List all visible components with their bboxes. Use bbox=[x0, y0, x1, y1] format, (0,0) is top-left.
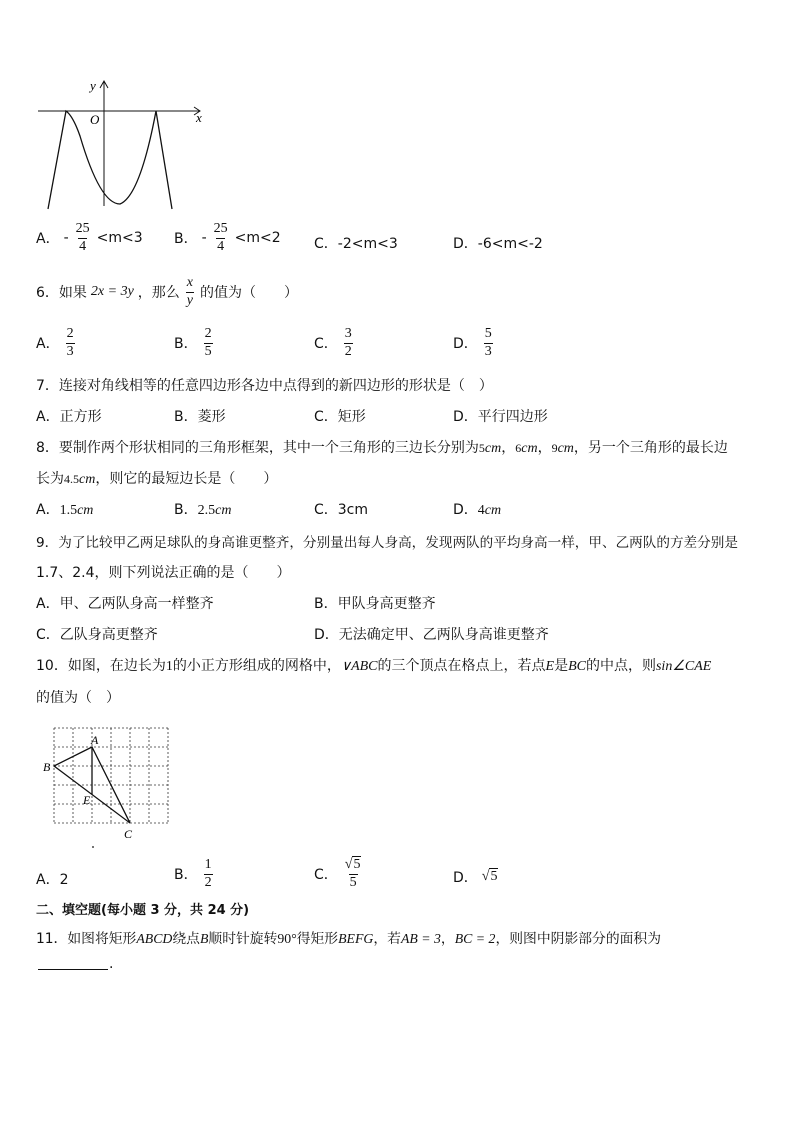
x-axis-label: x bbox=[196, 110, 202, 125]
q6-option-a[interactable] bbox=[36, 327, 77, 359]
q6-option-d[interactable] bbox=[453, 327, 495, 359]
q7-stem: 7．连接对角线相等的任意四边形各边中点得到的新四边形的形状是（ ） bbox=[36, 378, 493, 394]
label-e: E bbox=[83, 793, 91, 807]
q8-option-b-value: 2.5 bbox=[197, 503, 216, 518]
q8-option-a-label: A． bbox=[36, 502, 60, 518]
q8-side2-unit: cm bbox=[521, 441, 538, 456]
q9-option-c[interactable]: C．乙队身高更整齐 bbox=[36, 627, 158, 643]
q8-option-b-unit: cm bbox=[215, 503, 232, 518]
q10-option-d[interactable] bbox=[453, 867, 498, 887]
q11-p1: 11．如图将矩形 bbox=[36, 931, 137, 947]
q7-option-a[interactable]: A．正方形 bbox=[36, 409, 102, 425]
q8-option-b-label: B． bbox=[174, 502, 198, 518]
q10-p1: 10．如图，在边长为 bbox=[36, 658, 166, 674]
q10-option-b-fraction bbox=[204, 858, 213, 890]
q10-option-c-label: C． bbox=[314, 867, 338, 884]
label-c: C bbox=[124, 827, 133, 841]
q10-option-b-label: B． bbox=[174, 867, 198, 884]
q6-a-num: 2 bbox=[66, 326, 74, 341]
q9-option-b[interactable]: B．甲队身高更整齐 bbox=[314, 596, 436, 612]
section2-title: 二、填空题(每小题 3 分，共 24 分) bbox=[36, 903, 250, 918]
q7-option-b[interactable]: B．菱形 bbox=[174, 409, 226, 425]
q5-option-b-label: B． bbox=[174, 231, 198, 248]
q5-option-c[interactable]: C．-2<m<3 bbox=[314, 236, 398, 252]
q6-b-num: 2 bbox=[204, 326, 212, 341]
q8-side3-value: 9 bbox=[551, 441, 558, 455]
q6-equation: 2x = 3y bbox=[90, 284, 134, 300]
q6-option-d-label: D． bbox=[453, 336, 478, 353]
q11-point-b: B bbox=[199, 931, 209, 946]
q10-c-den: 5 bbox=[349, 874, 357, 890]
q5-parabola-graph bbox=[30, 76, 210, 216]
label-a: A bbox=[91, 733, 99, 747]
q6-frac-num: x bbox=[186, 275, 194, 290]
q8-longest-value: 4.5 bbox=[64, 472, 79, 486]
q5-option-b[interactable] bbox=[174, 222, 281, 254]
q10-expression: sin∠CAE bbox=[655, 659, 712, 674]
q5-option-a-fraction bbox=[75, 222, 91, 254]
q6-fraction bbox=[186, 276, 194, 308]
q10-option-d-sqrt: √5 bbox=[481, 869, 498, 884]
q6-stem bbox=[36, 276, 298, 308]
q8-side1-unit: cm bbox=[484, 441, 502, 456]
q11-p2: 绕点 bbox=[172, 931, 200, 947]
q10-triangle: ∨ABC bbox=[340, 659, 378, 674]
label-b: B bbox=[43, 760, 51, 774]
q10-option-c[interactable] bbox=[314, 858, 364, 890]
q9-option-a[interactable]: A．甲、乙两队身高一样整齐 bbox=[36, 596, 214, 612]
q10-option-c-fraction bbox=[344, 858, 363, 890]
q6-d-num: 5 bbox=[484, 326, 492, 341]
q6-a-den: 3 bbox=[66, 343, 74, 359]
q8-line2-start: 长为 bbox=[36, 471, 64, 487]
q10-stem-line2: 的值为（ ） bbox=[36, 690, 120, 706]
q10-b-num: 1 bbox=[204, 857, 212, 872]
q6-middle: ，那么 bbox=[137, 285, 180, 302]
q5-option-d[interactable]: D．-6<m<-2 bbox=[453, 236, 543, 252]
q10-p4: 是 bbox=[554, 658, 569, 674]
q6-suffix: 的值为（ ） bbox=[200, 285, 299, 302]
origin-label: O bbox=[90, 112, 100, 127]
q6-c-den: 2 bbox=[344, 343, 352, 359]
q10-p3: 的三个顶点在格点上，若点 bbox=[377, 658, 546, 674]
q10-d-radicand: 5 bbox=[490, 869, 498, 884]
stray-dot bbox=[92, 846, 94, 848]
q11-p7: ，则图中阴影部分的面积为 bbox=[495, 931, 662, 947]
q8-longest-unit: cm bbox=[79, 472, 96, 487]
q11-bc-eq: BC = 2 bbox=[454, 931, 496, 946]
q6-option-b-label: B． bbox=[174, 336, 198, 353]
q6-option-b[interactable] bbox=[174, 327, 215, 359]
q8-line2-end: ，则它的最短边长是（ ） bbox=[95, 471, 278, 487]
q8-option-c[interactable]: C．3cm bbox=[314, 502, 369, 518]
q5-option-a[interactable] bbox=[36, 222, 143, 254]
q7-option-d[interactable]: D．平行四边形 bbox=[453, 409, 548, 425]
q7-option-c[interactable]: C．矩形 bbox=[314, 409, 366, 425]
q11-period: . bbox=[109, 956, 114, 972]
q11-p5: ，若 bbox=[373, 931, 401, 947]
q8-side2-value: 6 bbox=[515, 441, 522, 455]
q8-line1-text: 8．要制作两个形状相同的三角形框架，其中一个三角形的三边长分别为 bbox=[36, 440, 479, 456]
q6-option-a-fraction bbox=[66, 327, 75, 359]
q10-stem-line1 bbox=[36, 655, 711, 675]
q6-option-c-fraction bbox=[344, 327, 353, 359]
q8-option-a[interactable] bbox=[36, 499, 93, 519]
q5-a-num: 25 bbox=[75, 221, 90, 236]
q8-option-a-unit: cm bbox=[77, 503, 94, 518]
q5-option-a-minus: - bbox=[63, 230, 69, 247]
q11-p4: 得矩形 bbox=[296, 931, 339, 947]
y-axis-label: y bbox=[90, 78, 96, 93]
q5-b-num: 25 bbox=[213, 221, 228, 236]
q11-rect-abcd: ABCD bbox=[136, 931, 173, 946]
q8-option-a-value: 1.5 bbox=[59, 503, 78, 518]
q10-point-e: E bbox=[545, 659, 555, 674]
q6-prefix: 6．如果 bbox=[36, 285, 87, 302]
q5-a-den: 4 bbox=[79, 238, 87, 254]
q8-stem-line1 bbox=[36, 437, 728, 457]
q6-option-b-fraction bbox=[204, 327, 213, 359]
parabola-curve bbox=[48, 111, 172, 209]
q11-p3: 顺时针旋转 bbox=[208, 931, 278, 947]
q8-side3-unit: cm bbox=[557, 441, 574, 456]
q9-stem-line2: 1.7、2.4，则下列说法正确的是（ ） bbox=[36, 565, 291, 581]
q5-option-a-range: <m<3 bbox=[96, 230, 143, 247]
q8-option-d[interactable] bbox=[453, 499, 501, 519]
q9-option-d[interactable]: D．无法确定甲、乙两队身高谁更整齐 bbox=[314, 627, 549, 643]
q10-option-a[interactable]: A．2 bbox=[36, 872, 69, 888]
q10-p5: 的中点，则 bbox=[585, 658, 656, 674]
q10-grid-figure bbox=[40, 724, 175, 850]
q8-option-d-value: 4 bbox=[477, 503, 485, 518]
q10-option-d-label: D． bbox=[453, 870, 478, 886]
q8-option-d-unit: cm bbox=[484, 503, 502, 518]
q11-angle: 90° bbox=[277, 931, 297, 946]
q10-option-b[interactable] bbox=[174, 858, 215, 890]
q10-segment-bc: BC bbox=[568, 659, 586, 674]
q10-p2: 的小正方形组成的网格中， bbox=[172, 658, 341, 674]
q10-b-den: 2 bbox=[204, 874, 212, 890]
q8-line1-end: ，另一个三角形的最长边 bbox=[573, 440, 728, 456]
q8-sep2: ， bbox=[537, 440, 552, 456]
q10-c-num: √5 bbox=[344, 857, 361, 872]
q11-stem bbox=[36, 927, 661, 947]
q6-option-c-label: C． bbox=[314, 336, 338, 353]
q8-stem-line2 bbox=[36, 468, 277, 488]
q6-frac-den: y bbox=[186, 292, 194, 308]
q11-p6: ， bbox=[440, 931, 455, 947]
q6-d-den: 3 bbox=[484, 343, 492, 359]
q6-option-c[interactable] bbox=[314, 327, 355, 359]
q6-option-a-label: A． bbox=[36, 336, 60, 353]
q9-stem-line1: 9．为了比较甲乙两足球队的身高谁更整齐，分别量出每人身高，发现两队的平均身高一样，甲、乙两队的方差分别是 bbox=[36, 535, 738, 551]
q5-option-b-minus: - bbox=[201, 230, 207, 247]
q6-b-den: 5 bbox=[204, 343, 212, 359]
q5-option-a-label: A． bbox=[36, 231, 60, 248]
q8-option-d-label: D． bbox=[453, 502, 478, 518]
q8-sep1: ， bbox=[501, 440, 516, 456]
q8-side1-value: 5 bbox=[478, 441, 485, 455]
q11-answer-blank[interactable] bbox=[38, 968, 108, 970]
q10-unit-length: 1 bbox=[165, 659, 173, 674]
q10-c-radicand: 5 bbox=[353, 857, 361, 872]
q5-b-den: 4 bbox=[217, 238, 225, 254]
q11-rect-befg: BEFG bbox=[338, 931, 374, 946]
q6-option-d-fraction bbox=[484, 327, 493, 359]
q5-option-b-fraction bbox=[213, 222, 229, 254]
q6-c-num: 3 bbox=[344, 326, 352, 341]
q8-option-b[interactable] bbox=[174, 499, 231, 519]
q5-option-b-range: <m<2 bbox=[234, 230, 281, 247]
q11-ab-eq: AB = 3 bbox=[400, 931, 441, 946]
